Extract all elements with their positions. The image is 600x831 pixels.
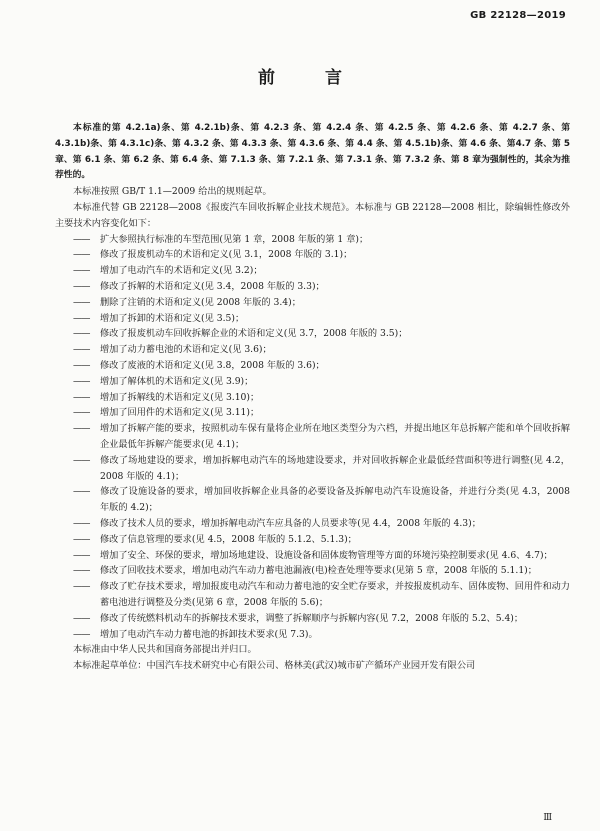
page-title: 前 言 <box>258 68 364 88</box>
page-number: Ⅲ <box>543 813 552 823</box>
list-item: —— 修改了场地建设的要求，增加拆解电动汽车的场地建设要求，并对回收拆解企业最低经营面积等进行调整(见 4.2，2008 年版的 4.1)； <box>73 454 570 482</box>
list-item: —— 修改了拆解的术语和定义(见 3.4，2008 年版的 3.3)； <box>73 280 325 292</box>
document-body <box>55 121 570 674</box>
list-item: —— 修改了设施设备的要求，增加回收拆解企业具备的必要设备及拆解电动汽车设施设备，并进行分类(见 4.3，2008 年版的 4.2)； <box>73 486 570 514</box>
list-item: —— 删除了注销的术语和定义(见 2008 年版的 3.4)； <box>73 296 301 308</box>
list-item: —— 修改了回收技术要求，增加电动汽车动力蓄电池漏液(电)检查处理等要求(见第 5 章，2008 年版的 5.1.1)； <box>73 565 537 577</box>
list-item: —— 修改了信息管理的要求(见 4.5，2008 年版的 5.1.2、5.1.3)； <box>73 533 357 545</box>
list-item: —— 修改了报废机动车的术语和定义(见 3.1，2008 年版的 3.1)； <box>73 249 353 261</box>
proposed-by-paragraph: 本标准由中华人民共和国商务部提出并归口。 <box>73 644 257 656</box>
list-item: —— 修改了报废机动车回收拆解企业的术语和定义(见 3.7，2008 年版的 3.5)； <box>73 328 408 340</box>
replaces-paragraph: 本标准代替 GB 22128—2008《报废汽车回收拆解企业技术规范》。本标准与 GB 22128—2008 相比，除编辑性修改外主要技术内容变化如下： <box>55 201 570 229</box>
standard-number: GB 22128—2019 <box>470 10 566 21</box>
list-item: —— 扩大参照执行标准的车型范围(见第 1 章，2008 年版的第 1 章)； <box>73 233 369 245</box>
drafting-rule-paragraph: 本标准按照 GB/T 1.1—2009 给出的规则起草。 <box>73 186 272 198</box>
list-item: —— 增加了回用件的术语和定义(见 3.11)； <box>73 407 260 419</box>
list-item: —— 增加了安全、环保的要求，增加场地建设、设施设备和固体废物管理等方面的环境污染控制要求(见 4.6、4.7)； <box>73 549 553 561</box>
mandatory-clauses-paragraph: 本标准的第 4.2.1a)条、第 4.2.1b)条、第 4.2.3 条、第 4.2.4 条、第 4.2.5 条、第 4.2.6 条、第 4.2.7 条、第 4.3.1b)条、第 4.3.1c)条、第 4.3.2 条、第 4.3.3 条、第 4.3.6 条、第 4.4 条、第 4.5.1b)条、第 4.6 条、第4.7 条、第 5 章、第 6.1 条、第 6.2 条、第 6.4 条、第 7.1.3 条、第 7.2.1 条、第 7.3.1 条、第 7.3.2 条、第 8 章为强制性的，其余为推荐性的。 <box>55 123 570 181</box>
list-item: —— 修改了技术人员的要求，增加拆解电动汽车应具备的人员要求等(见 4.4，2008 年版的 4.3)； <box>73 517 481 529</box>
list-item: —— 修改了传统燃料机动车的拆解技术要求，调整了拆解顺序与拆解内容(见 7.2，2008 年版的 5.2、5.4)； <box>73 612 524 624</box>
list-item: —— 修改了废液的术语和定义(见 3.8，2008 年版的 3.6)； <box>73 359 325 371</box>
list-item: —— 修改了贮存技术要求，增加报废电动汽车和动力蓄电池的安全贮存要求，并按报废机动车、固体废物、回用件和动力蓄电池进行调整及分类(见第 6 章，2008 年版的 5.6)； <box>73 581 570 608</box>
list-item: —— 增加了动力蓄电池的术语和定义(见 3.6)； <box>73 344 272 356</box>
list-item: —— 增加了解体机的术语和定义(见 3.9)； <box>73 375 254 387</box>
list-item: —— 增加了电动汽车动力蓄电池的拆卸技术要求(见 7.3)。 <box>73 628 318 640</box>
list-item: —— 增加了拆解线的术语和定义(见 3.10)； <box>73 391 260 403</box>
list-item: —— 增加了拆解产能的要求，按照机动车保有量将企业所在地区类型分为六档，并提出地区年总拆解产能和单个回收拆解企业最低年拆解产能要求(见 4.1)； <box>73 423 570 450</box>
list-item: —— 增加了电动汽车的术语和定义(见 3.2)； <box>73 265 263 277</box>
drafting-units-paragraph: 本标准起草单位：中国汽车技术研究中心有限公司、格林美(武汉)城市矿产循环产业园开发有限公司 <box>73 660 476 672</box>
list-item: —— 增加了拆卸的术语和定义(见 3.5)； <box>73 312 245 324</box>
changes-list <box>55 232 570 643</box>
